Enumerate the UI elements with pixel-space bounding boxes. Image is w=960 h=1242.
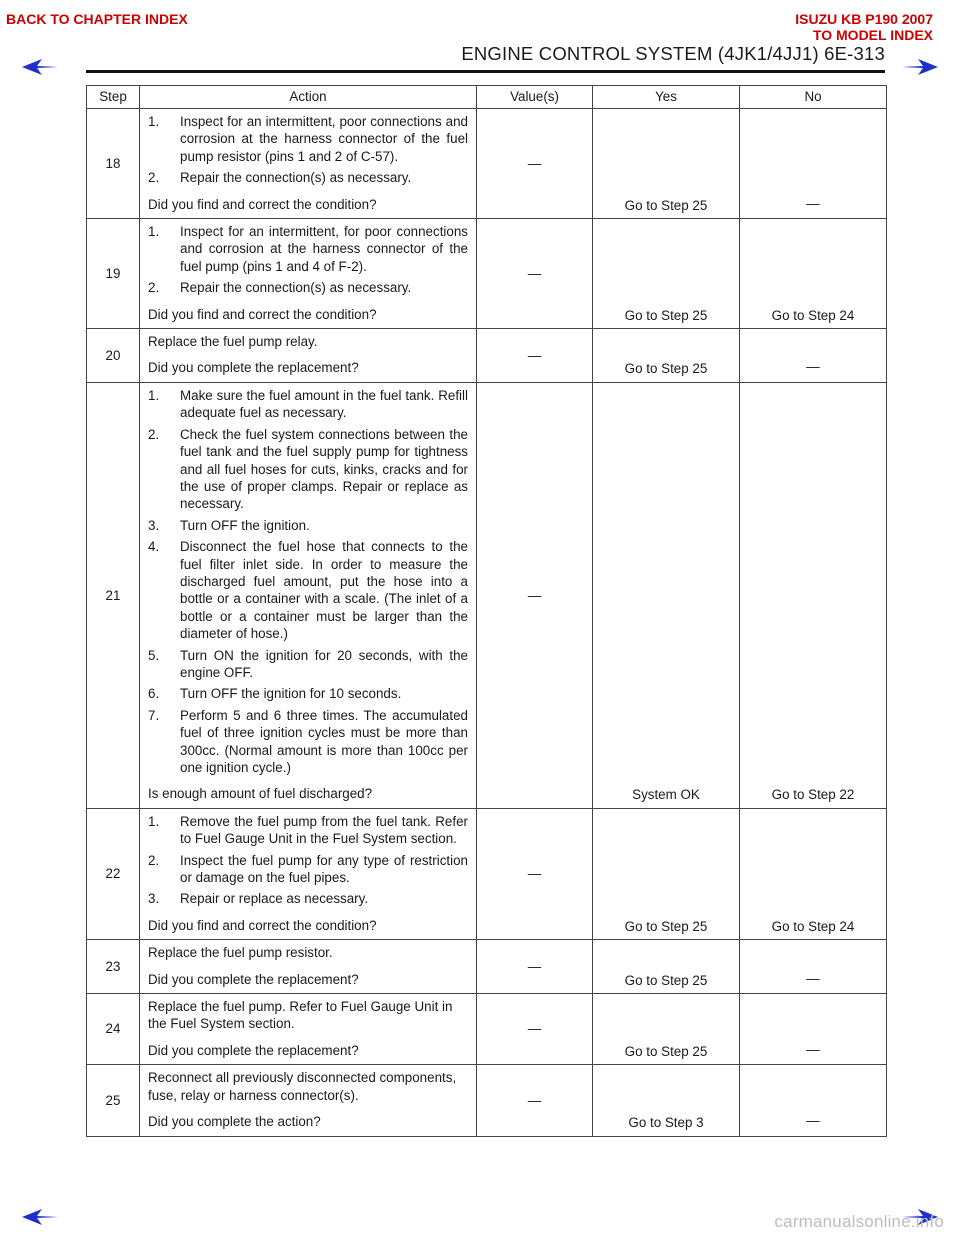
- left-arrow-icon: [20, 1208, 60, 1226]
- table-header-row: [87, 86, 887, 109]
- value-cell: —: [477, 994, 593, 1065]
- action-step-item: [148, 113, 468, 165]
- yes-result: Go to Step 25: [593, 329, 740, 383]
- action-question: Is enough amount of fuel discharged?: [148, 786, 373, 802]
- action-step-number: 4.: [148, 539, 160, 555]
- action-intro: Reconnect all previously disconnected components, fuse, relay or harness connector(s).: [148, 1070, 457, 1103]
- action-step-number: 2.: [148, 170, 160, 186]
- action-question: Did you find and correct the condition?: [148, 306, 377, 322]
- no-result: —: [740, 1065, 887, 1136]
- table-row: [87, 109, 887, 219]
- header-no: No: [740, 86, 887, 109]
- yes-result: Go to Step 25: [593, 808, 740, 939]
- yes-result: Go to Step 25: [593, 219, 740, 329]
- step-number: 23: [87, 940, 140, 994]
- header-step: Step: [87, 86, 140, 109]
- step-number: 22: [87, 808, 140, 939]
- action-cell: [140, 808, 477, 939]
- action-step-text: Turn OFF the ignition.: [180, 517, 310, 533]
- action-step-text: Repair the connection(s) as necessary.: [180, 170, 412, 186]
- table-row: [87, 219, 887, 329]
- action-intro: Replace the fuel pump resistor.: [148, 945, 333, 961]
- action-step-number: 1.: [148, 813, 160, 829]
- yes-result: Go to Step 25: [593, 940, 740, 994]
- action-question: Did you complete the action?: [148, 1114, 321, 1130]
- yes-result: Go to Step 25: [593, 994, 740, 1065]
- header-rule: [86, 70, 885, 73]
- action-step-text: Inspect the fuel pump for any type of restriction or damage on the fuel pipes.: [180, 852, 468, 886]
- previous-page-arrow-bottom-icon[interactable]: [20, 1208, 60, 1231]
- page-header-title: ENGINE CONTROL SYSTEM (4JK1/4JJ1) 6E-313: [461, 43, 885, 64]
- no-result: —: [740, 329, 887, 383]
- action-step-number: 3.: [148, 891, 160, 907]
- action-steps-list: [148, 223, 468, 297]
- action-step-item: [148, 813, 468, 848]
- action-step-item: [148, 387, 468, 422]
- action-step-number: 7.: [148, 707, 160, 723]
- action-step-item: [148, 223, 468, 275]
- action-step-item: [148, 685, 468, 702]
- action-steps-list: [148, 387, 468, 777]
- previous-page-arrow-icon[interactable]: [20, 58, 60, 81]
- step-number: 20: [87, 329, 140, 383]
- action-step-text: Remove the fuel pump from the fuel tank. Refer to Fuel Gauge Unit in the Fuel System section.: [180, 813, 468, 847]
- action-step-number: 2.: [148, 852, 160, 868]
- left-arrow-icon: [20, 58, 60, 76]
- action-question: Did you complete the replacement?: [148, 360, 359, 376]
- action-step-number: 3.: [148, 517, 160, 533]
- no-result: Go to Step 22: [740, 382, 887, 808]
- action-step-item: [148, 647, 468, 682]
- header-values: Value(s): [477, 86, 593, 109]
- action-step-item: [148, 426, 468, 513]
- action-step-number: 5.: [148, 647, 160, 663]
- action-step-text: Perform 5 and 6 three times. The accumulated fuel of three ignition cycles must be more than 300cc. (Normal amount is more than 100cc per one ignition cycle.): [180, 707, 468, 775]
- action-cell: [140, 109, 477, 219]
- no-result: Go to Step 24: [740, 808, 887, 939]
- action-step-text: Disconnect the fuel hose that connects to the fuel filter inlet side. In order to measure the discharged fuel amount, put the hose into a bottle or a container with a scale. (The inlet of a bottle or a container must be larger than the diameter of hose.): [180, 539, 468, 642]
- action-cell: [140, 219, 477, 329]
- yes-result: Go to Step 25: [593, 109, 740, 219]
- action-step-item: [148, 707, 468, 777]
- diagnostic-table: [86, 85, 887, 1137]
- table-row: [87, 940, 887, 994]
- action-step-text: Make sure the fuel amount in the fuel tank. Refill adequate fuel as necessary.: [180, 387, 468, 421]
- action-step-text: Inspect for an intermittent, poor connections and corrosion at the harness connector of the fuel pump resistor (pins 1 and 2 of C-57).: [180, 114, 468, 164]
- action-cell: [140, 940, 477, 994]
- right-arrow-icon: [900, 58, 940, 76]
- value-cell: —: [477, 808, 593, 939]
- action-steps-list: [148, 113, 468, 187]
- table-row: [87, 994, 887, 1065]
- header-yes: Yes: [593, 86, 740, 109]
- next-page-arrow-icon[interactable]: [900, 58, 940, 81]
- action-step-number: 1.: [148, 224, 160, 240]
- table-row: [87, 1065, 887, 1136]
- action-cell: [140, 329, 477, 383]
- value-cell: —: [477, 1065, 593, 1136]
- header-action: Action: [140, 86, 477, 109]
- table-row: [87, 382, 887, 808]
- yes-result: System OK: [593, 382, 740, 808]
- no-result: —: [740, 940, 887, 994]
- action-step-item: [148, 538, 468, 642]
- value-cell: —: [477, 219, 593, 329]
- action-question: Did you find and correct the condition?: [148, 196, 377, 212]
- watermark: carmanualsonline.info: [774, 1212, 944, 1231]
- value-cell: —: [477, 382, 593, 808]
- action-question: Did you complete the replacement?: [148, 1042, 359, 1058]
- action-cell: [140, 1065, 477, 1136]
- table-row: [87, 329, 887, 383]
- step-number: 19: [87, 219, 140, 329]
- table-row: [87, 808, 887, 939]
- action-step-item: [148, 169, 468, 186]
- action-step-text: Repair or replace as necessary.: [180, 891, 369, 907]
- action-step-text: Turn OFF the ignition for 10 seconds.: [180, 686, 402, 702]
- back-to-chapter-index-link[interactable]: BACK TO CHAPTER INDEX: [6, 11, 188, 27]
- no-result: —: [740, 994, 887, 1065]
- action-question: Did you complete the replacement?: [148, 971, 359, 987]
- step-number: 25: [87, 1065, 140, 1136]
- no-result: —: [740, 109, 887, 219]
- action-step-text: Turn ON the ignition for 20 seconds, with the engine OFF.: [180, 647, 468, 680]
- value-cell: —: [477, 940, 593, 994]
- action-step-text: Check the fuel system connections between the fuel tank and the fuel supply pump for tightness and all fuel hoses for cuts, kinks, cracks and for the use of proper clamps. Repair or replace as necessary.: [180, 426, 468, 512]
- action-step-number: 2.: [148, 280, 160, 296]
- step-number: 21: [87, 382, 140, 808]
- action-step-text: Inspect for an intermittent, for poor connections and corrosion at the harness connector of the fuel pump (pins 1 and 4 of F-2).: [180, 224, 468, 274]
- action-step-item: [148, 890, 468, 907]
- action-question: Did you find and correct the condition?: [148, 917, 377, 933]
- value-cell: —: [477, 109, 593, 219]
- step-number: 24: [87, 994, 140, 1065]
- action-step-number: 1.: [148, 387, 160, 403]
- yes-result: Go to Step 3: [593, 1065, 740, 1136]
- action-step-number: 6.: [148, 686, 160, 702]
- action-cell: [140, 994, 477, 1065]
- action-step-item: [148, 852, 468, 887]
- action-step-item: [148, 279, 468, 296]
- to-model-index-link[interactable]: TO MODEL INDEX: [812, 27, 933, 43]
- action-step-number: 1.: [148, 114, 160, 129]
- action-intro: Replace the fuel pump relay.: [148, 334, 318, 350]
- action-steps-list: [148, 813, 468, 908]
- no-result: Go to Step 24: [740, 219, 887, 329]
- step-number: 18: [87, 109, 140, 219]
- action-step-text: Repair the connection(s) as necessary.: [180, 280, 412, 296]
- action-intro: Replace the fuel pump. Refer to Fuel Gauge Unit in the Fuel System section.: [148, 999, 453, 1032]
- action-cell: [140, 382, 477, 808]
- model-title-link[interactable]: ISUZU KB P190 2007: [795, 11, 933, 27]
- value-cell: —: [477, 329, 593, 383]
- action-step-item: [148, 517, 468, 534]
- action-step-number: 2.: [148, 426, 160, 442]
